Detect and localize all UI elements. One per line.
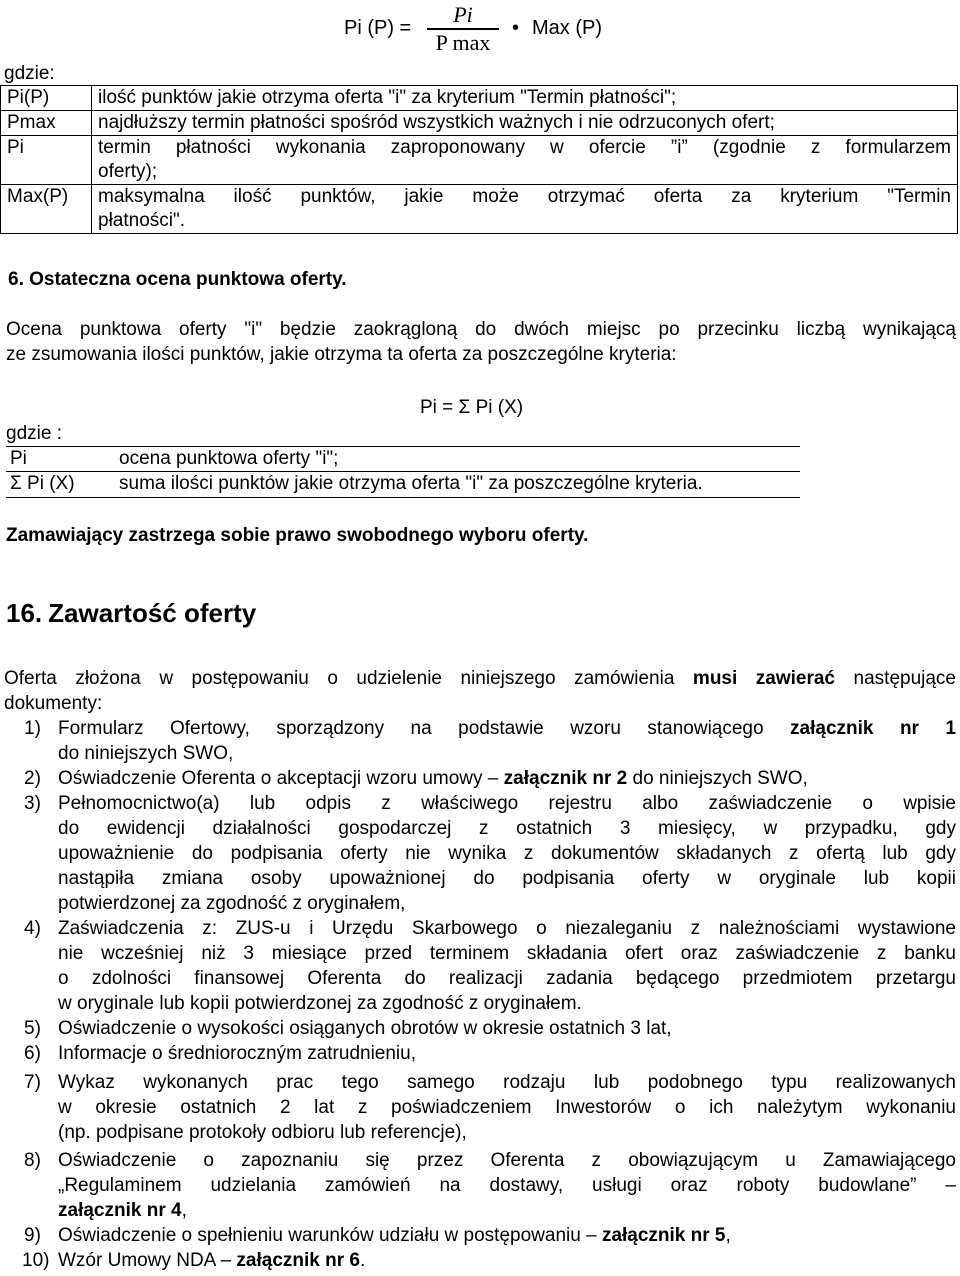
list-item-line: Oświadczenie o zapoznaniu się przez Oferenta z obowiązującym u Zamawiającego xyxy=(58,1150,956,1171)
section16-title: Zawartość oferty xyxy=(48,598,257,628)
item-text: , xyxy=(725,1225,731,1246)
list-item-line xyxy=(58,717,956,741)
desc-line: oferty); xyxy=(98,161,158,182)
intro-pre: Oferta złożona w postępowaniu o udzielenie niniejszego zamówienia xyxy=(4,668,693,689)
reservation-note: Zamawiający zastrzega sobie prawo swobodnego wyboru oferty. xyxy=(6,525,589,546)
section16-heading xyxy=(6,598,256,629)
desc-line: najdłuższy termin płatności spośród wszystkich ważnych i nie odrzuconych ofert; xyxy=(98,112,775,133)
intro-line: dokumenty: xyxy=(4,693,103,714)
table-row xyxy=(1,185,958,234)
sum-formula: Pi = Σ Pi (X) xyxy=(420,397,524,418)
list-item-line: potwierdzonej za zgodność z oryginałem, xyxy=(58,893,406,914)
item-text: do niniejszych SWO, xyxy=(627,768,808,789)
list-item-line: Informacje o średnioroczným zatrudnieniu, xyxy=(58,1043,417,1064)
def2-desc: suma ilości punktów jakie otrzyma oferta "i" za poszczególne kryteria. xyxy=(119,473,703,494)
item-number: 1) xyxy=(24,718,41,739)
list-item-line: „Regulaminem udzielania zamówień na dostawy, usługi oraz roboty budowlane” – xyxy=(58,1175,956,1196)
desc-line: maksymalna ilość punktów, jakie może otrzymać oferta za kryterium "Termin xyxy=(98,186,951,207)
fraction-numerator: Pi xyxy=(453,2,473,27)
list-item-line: w oryginale lub kopii potwierdzonej za zgodność z oryginałem. xyxy=(58,993,582,1014)
term-cell: Pi xyxy=(1,136,92,185)
item-number: 8) xyxy=(24,1150,41,1171)
item-bold: załącznik nr 4 xyxy=(58,1200,182,1221)
gdzie-label: gdzie : xyxy=(6,423,62,444)
def2-term: Σ Pi (X) xyxy=(10,473,75,494)
item-number: 10) xyxy=(22,1250,50,1271)
intro-line xyxy=(4,667,956,691)
item-number: 9) xyxy=(24,1225,41,1246)
item-text: Oświadczenie o spełnieniu warunków udziału w postępowaniu – xyxy=(58,1225,602,1246)
list-item-line: o zdolności finansowej Oferenta do realizacji zadania będącego przedmiotem przetargu xyxy=(58,968,956,989)
table-row xyxy=(1,86,958,111)
bullet-icon: • xyxy=(512,17,520,39)
desc-cell xyxy=(92,185,958,234)
item-text: , xyxy=(181,1200,187,1221)
item-number: 2) xyxy=(24,768,41,789)
intro-bold: musi zawierać xyxy=(692,668,836,689)
def2-desc: ocena punktowa oferty "i"; xyxy=(119,448,339,469)
list-item-line xyxy=(58,1224,731,1248)
item-bold: załącznik nr 5 xyxy=(601,1225,726,1246)
item-number: 6) xyxy=(24,1043,41,1064)
list-item-line xyxy=(58,767,808,791)
formula-lhs: Pi (P) = xyxy=(344,17,412,39)
def2-term: Pi xyxy=(10,448,27,469)
item-bold: załącznik nr 2 xyxy=(503,768,628,789)
desc-line: termin płatności wykonania zaproponowany w ofercie ”i” (zgodnie z formularzem xyxy=(98,137,951,158)
list-item-line: Wykaz wykonanych prac tego samego rodzaju lub podobnego typu realizowanych xyxy=(58,1072,956,1093)
item-bold: załącznik nr 1 xyxy=(790,718,957,739)
item-number: 7) xyxy=(24,1072,41,1093)
def2-divider xyxy=(6,497,800,498)
list-item-line: w okresie ostatnich 2 lat z poświadczeniem Inwestorów o ich należytym wykonaniu xyxy=(58,1097,956,1118)
list-item-line: nastąpiła zmiana osoby upoważnionej do podpisania oferty w oryginale lub kopii xyxy=(58,868,956,889)
desc-line: płatności". xyxy=(98,210,186,231)
intro-post: następujące xyxy=(835,668,957,689)
term-cell: Max(P) xyxy=(1,185,92,234)
list-item-line: upoważnienie do podpisania oferty nie wynika z dokumentów składanych z ofertą lub gdy xyxy=(58,843,956,864)
def2-divider xyxy=(6,471,800,472)
definitions-table xyxy=(0,85,958,234)
list-item-line xyxy=(58,1199,187,1223)
formula-rhs: Max (P) xyxy=(532,17,602,39)
def2-divider xyxy=(6,446,800,447)
section6-para-line: Ocena punktowa oferty "i" będzie zaokrągloną do dwóch miejsc po przecinku liczbą wynikającą xyxy=(6,319,956,340)
section6-para-line: ze zsumowania ilości punktów, jakie otrzyma ta oferta za poszczególne kryteria: xyxy=(6,344,677,365)
fraction-denominator: P max xyxy=(435,30,491,55)
list-item-line: do ewidencji działalności gospodarczej z ostatnich 3 miesięcy, w przypadku, gdy xyxy=(58,818,956,839)
list-item-line: nie wcześniej niż 3 miesiące przed terminem składania ofert oraz zaświadczenie z banku xyxy=(58,943,956,964)
list-item-line: do niniejszych SWO, xyxy=(58,743,234,764)
term-cell: Pmax xyxy=(1,111,92,136)
item-text: Oświadczenie Oferenta o akceptacji wzoru umowy – xyxy=(58,768,504,789)
item-number: 5) xyxy=(24,1018,41,1039)
term-cell: Pi(P) xyxy=(1,86,92,111)
gdzie-label: gdzie: xyxy=(4,63,55,84)
item-number: 3) xyxy=(24,793,41,814)
item-text: Wzór Umowy NDA – xyxy=(58,1250,237,1271)
list-item-line: Oświadczenie o wysokości osiąganych obrotów w okresie ostatnich 3 lat, xyxy=(58,1018,672,1039)
list-item-line: Zaświadczenia z: ZUS-u i Urzędu Skarbowego o niezaleganiu z należnościami wystawione xyxy=(58,918,956,939)
table-row xyxy=(1,136,958,185)
list-item-line: (np. podpisane protokoły odbioru lub referencje), xyxy=(58,1122,467,1143)
item-text: Formularz Ofertowy, sporządzony na podstawie wzoru stanowiącego xyxy=(58,718,791,739)
item-text: . xyxy=(359,1250,366,1271)
desc-line: ilość punktów jakie otrzyma oferta "i" za kryterium "Termin płatności"; xyxy=(98,87,677,108)
list-item-line: Pełnomocnictwo(a) lub odpis z właściwego rejestru albo zaświadczenie o wpisie xyxy=(58,793,956,814)
item-number: 4) xyxy=(24,918,41,939)
desc-cell xyxy=(92,86,958,111)
item-bold: załącznik nr 6 xyxy=(236,1250,360,1271)
list-item-line xyxy=(58,1249,365,1273)
desc-cell xyxy=(92,136,958,185)
table-row xyxy=(1,111,958,136)
section6-heading: 6. Ostateczna ocena punktowa oferty. xyxy=(8,269,347,290)
section16-number: 16. xyxy=(6,598,43,628)
desc-cell xyxy=(92,111,958,136)
